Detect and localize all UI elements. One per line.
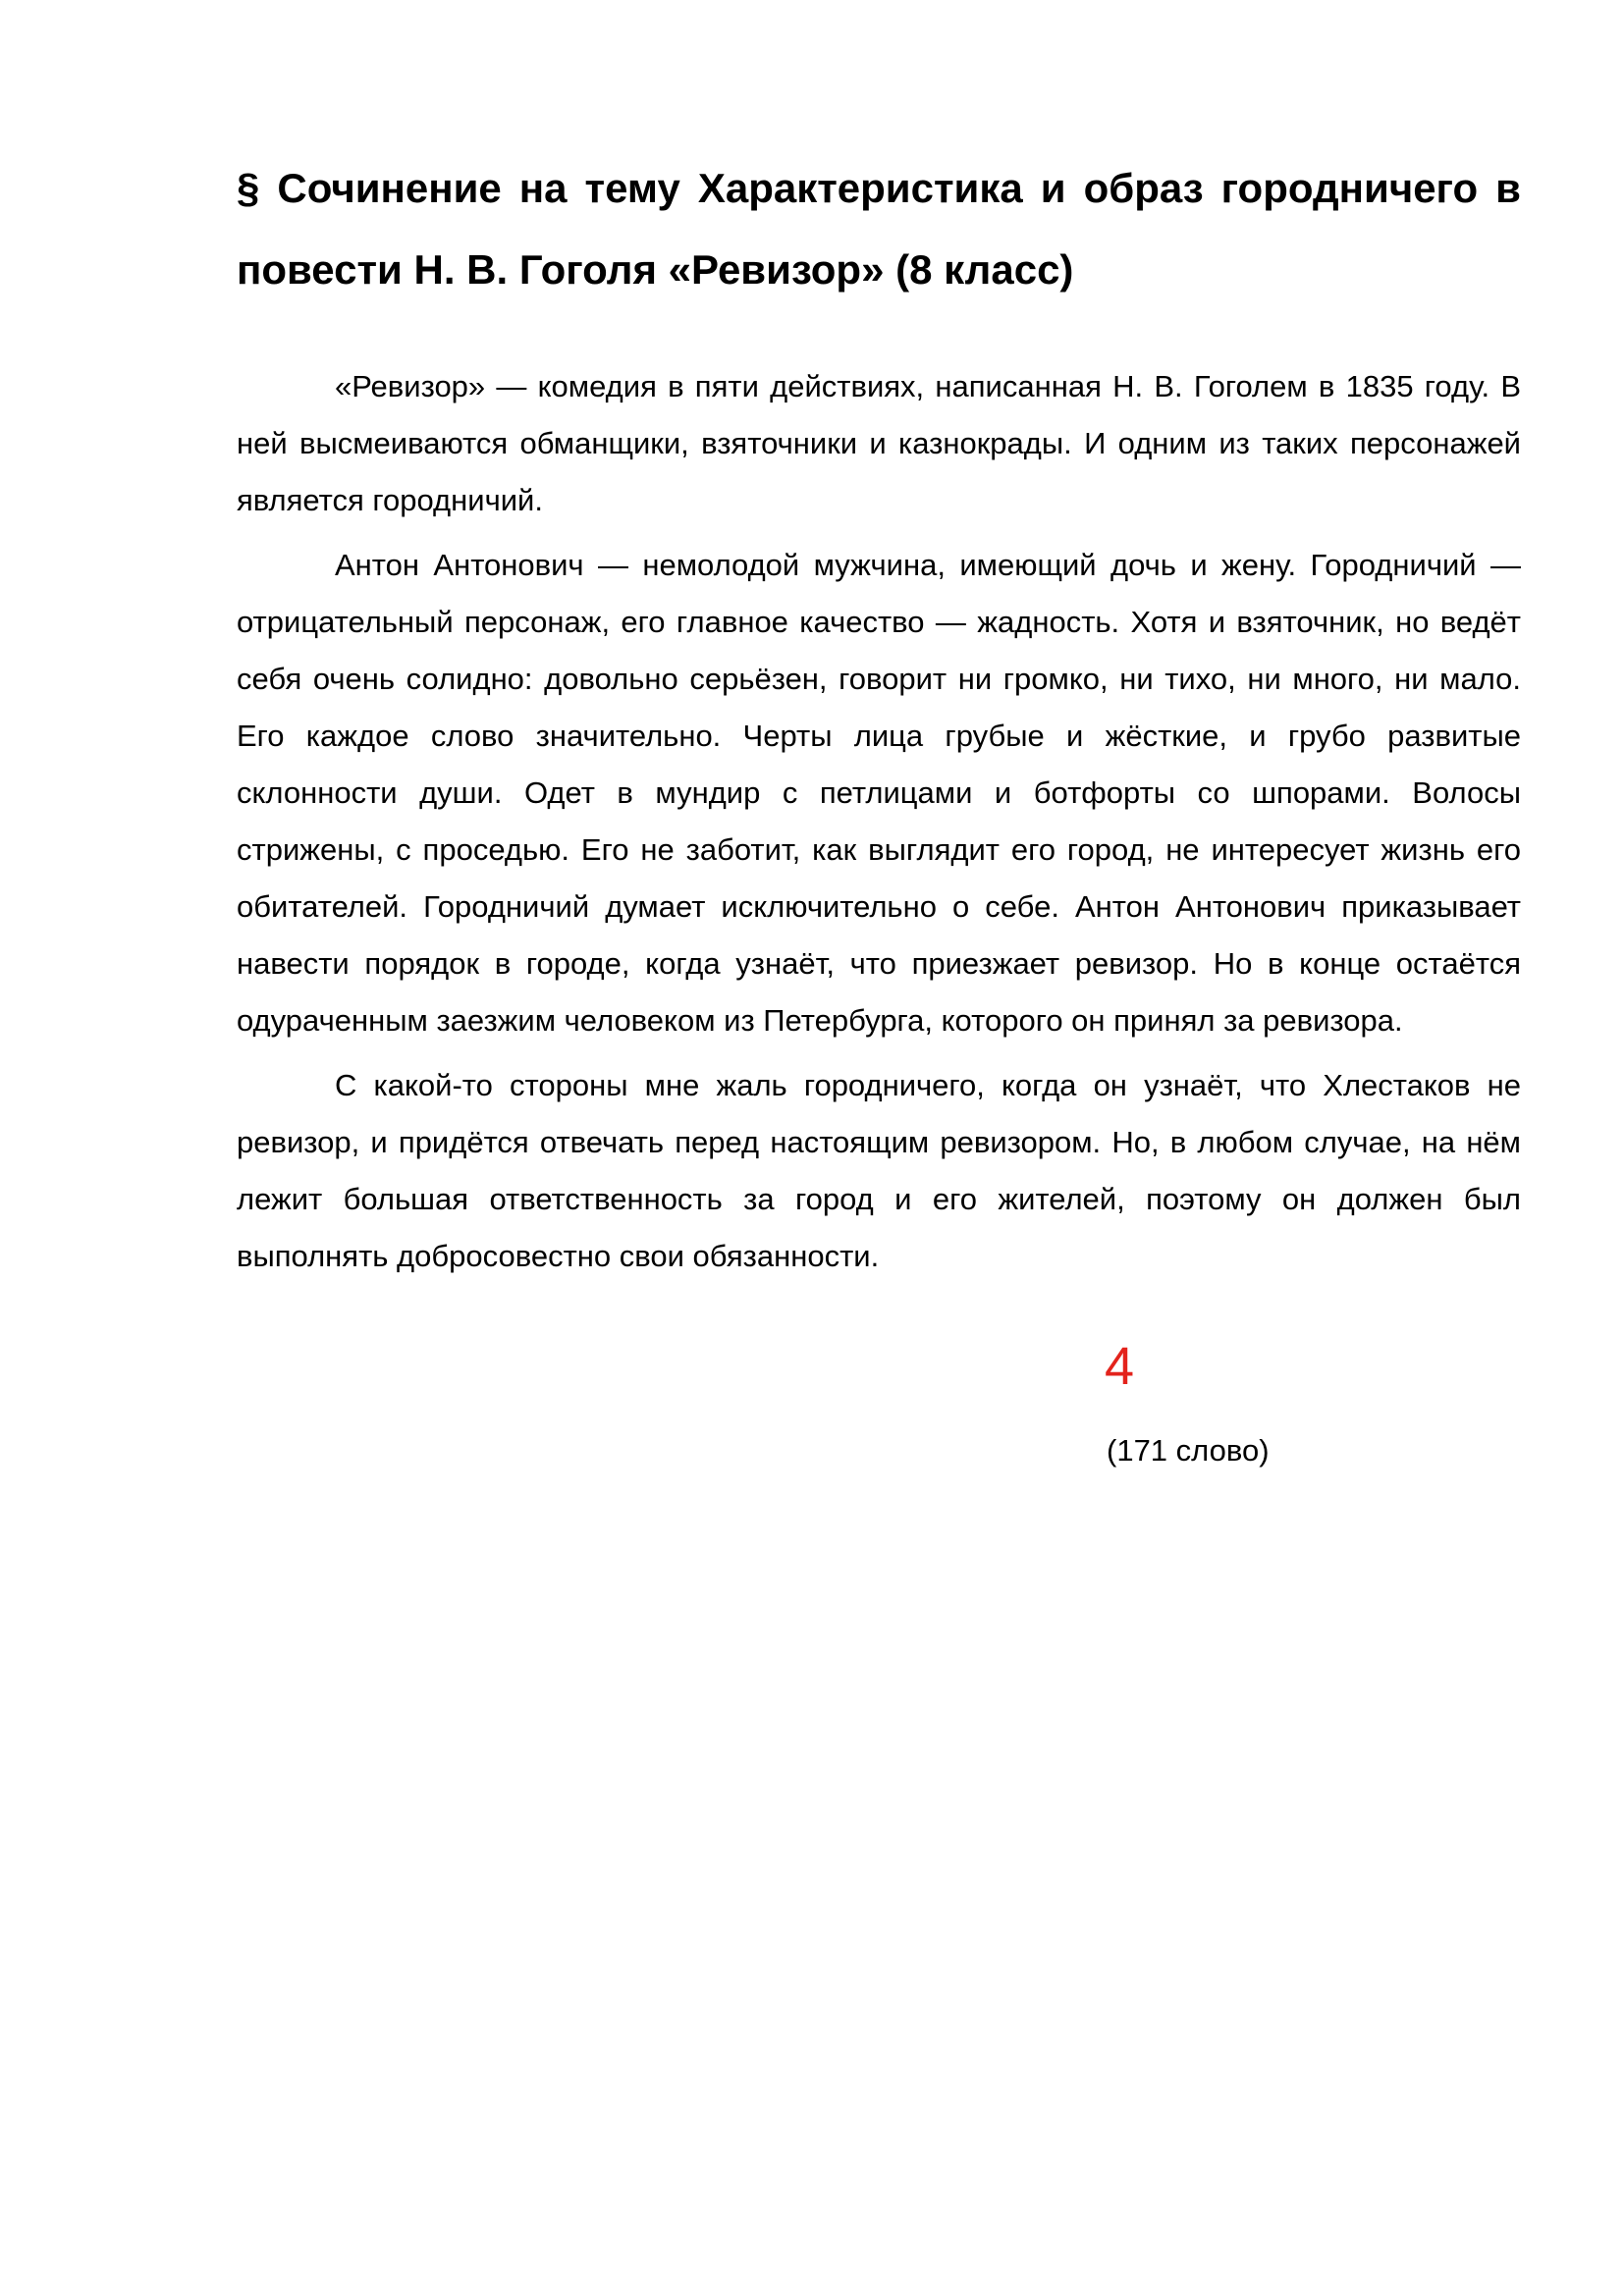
paragraph-character: Антон Антонович — немолодой мужчина, имеющий дочь и жену. Городничий — отрицательный персонаж, его главное качество — жадность. Хотя и взяточник, но ведёт себя очень солидно: довольно серьёзен, говорит ни громко, ни тихо, ни много, ни мало. Его каждое слово значительно. Черты лица грубые и жёсткие, и грубо развитые склонности души. Одет в мундир с петлицами и ботфорты со шпорами. Волосы стрижены, с проседью. Его не заботит, как выглядит его город, не интересует жизнь его обитателей. Городничий думает исключительно о себе. Антон Антонович приказывает навести порядок в городе, когда узнаёт, что приезжает ревизор. Но в конце остаётся одураченным заезжим человеком из Петербурга, которого он принял за ревизора. <box>237 548 1521 1038</box>
essay-title: § Сочинение на тему Характеристика и образ городничего в повести Н. В. Гоголя «Ревизор» (8 класс) <box>237 165 1521 293</box>
essay-body <box>237 358 1521 1293</box>
word-count: (171 слово) <box>1107 1433 1270 1468</box>
grade-mark: 4 <box>1105 1337 1135 1396</box>
paragraph-conclusion: С какой-то стороны мне жаль городничего, когда он узнаёт, что Хлестаков не ревизор, и придётся отвечать перед настоящим ревизором. Но, в любом случае, на нём лежит большая ответственность за город и его жителей, поэтому он должен был выполнять добросовестно свои обязанности. <box>237 1068 1521 1273</box>
paragraph-intro: «Ревизор» — комедия в пяти действиях, написанная Н. В. Гоголем в 1835 году. В ней высмеиваются обманщики, взяточники и казнокрады. И одним из таких персонажей является городничий. <box>237 369 1521 517</box>
